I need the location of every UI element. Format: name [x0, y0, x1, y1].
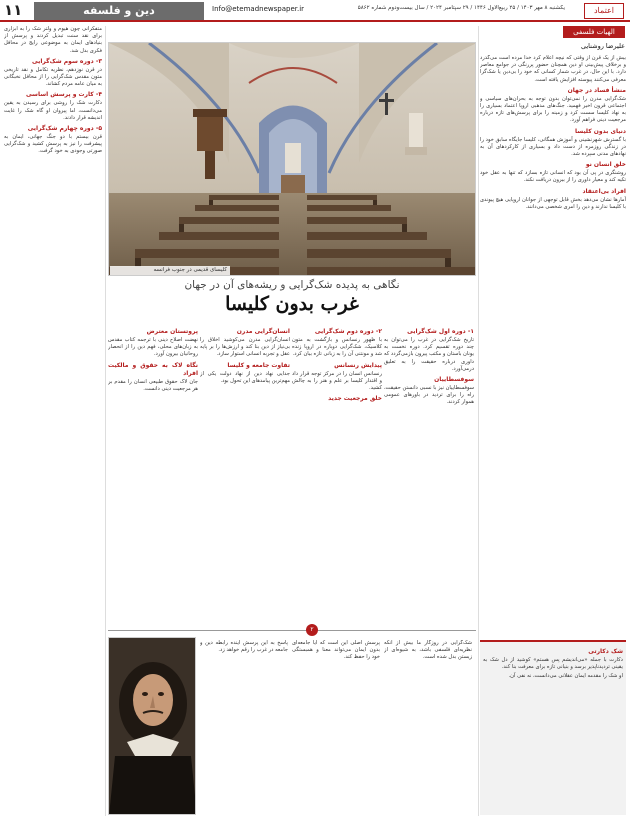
article-headline: غرب بدون کلیسا [225, 293, 359, 315]
subheading: ۲- دوره دوم شک‌گرایی [314, 328, 382, 335]
paragraph: انسان‌گرایی مدرن می‌کوشید اخلاق را بی‌نیاز از دین بنا کند و ارزش‌ها را بر پایه عقل و تجربه انسانی استوار سازد. [200, 337, 290, 358]
subheading: سوفسطاییان [434, 376, 474, 384]
subheading: ۱- دوره اول شک‌گرایی [407, 328, 474, 335]
paragraph: نهضت اصلاح دینی با ترجمه کتاب مقدس به زبان‌های محلی، فهم دین را از انحصار روحانیان بیرون آورد. [108, 337, 198, 358]
paragraph: سوفسطاییان نیز با نسبی دانستن حقیقت، راه را برای تردید در باورهای عمومی هموار کردند. [384, 385, 474, 406]
paragraph: بیش از یک قرن از وقتی که نیچه اعلام کرد خدا مرده است می‌گذرد و برخلاف پیش‌بینی او دین همچنان حضور پررنگی در جوامع معاصر دارد. با این حال، در غرب شمار کسانی که خود را بی‌دین یا شک‌گرا معرفی می‌کنند پیوسته افزایش یافته است. [480, 55, 626, 83]
paragraph: پرسش اصلی این است که آیا جامعه‌ای بدون ایمان می‌تواند معنا و همبستگی خود را حفظ کند. [292, 640, 380, 661]
bottom-column-2 [292, 640, 380, 815]
section-title: دین و فلسفه [34, 2, 204, 20]
article-column-2 [292, 325, 382, 625]
contact-email[interactable]: Info@etemadnewspaper.ir [212, 5, 305, 13]
paragraph: با ظهور رنسانس و بازگشت به متون کلاسیک، شک‌گرایی دوباره در اروپا زنده شد و مونتنی آن را به زبانی تازه بیان کرد. [292, 337, 382, 358]
section-divider [108, 630, 476, 631]
paragraph: آمارها نشان می‌دهد بخش قابل توجهی از جوانان اروپایی هیچ پیوندی با کلیسا ندارند و دین را امری شخصی می‌دانند. [480, 196, 626, 210]
paragraph: پاسخ به این پرسش آینده رابطه دین و جامعه در غرب را رقم خواهد زد. [200, 640, 288, 654]
subheading: ۵- دوره چهارم شک‌گرایی [27, 125, 102, 133]
subheading: پروتستان معترض [146, 328, 198, 335]
subheading: خلق مرجعیت جدید [328, 395, 382, 403]
dateline: یکشنبه ۸ مهر ۱۴۰۳ / ۲۵ ربیع‌الاول ۱۴۴۶ / ۲۹ سپتامبر ۲۰۲۴ / سال بیست‌ودوم شماره ۵۸۶۲ [357, 5, 565, 11]
page-number: ۱۱ [4, 1, 23, 19]
paragraph: شک‌گرایی در روزگار ما بیش از آنکه نظریه‌ای فلسفی باشد، به شیوه‌ای از زیستن بدل شده است. [384, 640, 472, 661]
subheading: پیدایش رنسانس [334, 361, 382, 369]
paragraph: جان لاک حقوق طبیعی انسان را مقدم بر هر مرجعیت دینی دانست. [108, 378, 198, 392]
paragraph: قرن بیستم با دو جنگ جهانی، ایمان به پیشرفت را نیز به پرسش کشید و شک‌گرایی صورتی وجودی به خود گرفت. [4, 134, 102, 155]
paragraph: با گسترش شهرنشینی و آموزش همگانی، کلیسا جایگاه سابق خود را در زندگی روزمره از دست داد و بسیاری از کارکردهای آن به نهادهای مدنی سپرده شد. [480, 136, 626, 158]
bottom-column-1 [384, 640, 472, 815]
paragraph: دکارت با جمله «می‌اندیشم پس هستم» کوشید از دل شک به یقینی تردیدناپذیر برسد و بنیانی تازه برای معرفت بنا کند. [483, 657, 623, 671]
paragraph: دکارت شک را روشی برای رسیدن به یقین می‌دانست، اما پیروان او گاه شک را غایت اندیشه قرار دادند. [4, 100, 102, 121]
page-header [0, 0, 630, 22]
author-name: علیرضا روشنایی [580, 42, 625, 50]
section-marker: ۲ [306, 624, 318, 636]
subheading: تفاوت جامعه و کلیسا [227, 361, 290, 369]
article-kicker: نگاهی به پدیده شک‌گرایی و ریشه‌های آن در جهان [184, 279, 400, 291]
article-column-1 [384, 325, 474, 625]
column-divider [478, 26, 479, 816]
newspaper-logo: اعتماد [584, 3, 624, 19]
paragraph: متفکرانی چون هیوم و ولتر شک را به ابزاری برای نقد سنت تبدیل کردند و پرسش از بنیادهای ایمان به موضوعی رایج در محافل فکری بدل شد. [4, 26, 102, 54]
paragraph: شک‌گرایی مدرن را نمی‌توان بدون توجه به بحران‌های سیاسی و اجتماعی قرون اخیر فهمید. جنگ‌های مذهبی اروپا اعتماد بسیاری را به نهاد کلیسا سست کرد و زمینه را برای پرسش‌های تازه درباره مرجعیت دینی فراهم آورد. [480, 95, 626, 124]
left-column [4, 26, 102, 816]
subheading: افراد بی‌اعتقاد [582, 187, 626, 195]
sidebar-box-text [480, 642, 626, 815]
subheading: نگاه لاک به حقوق و مالکیت افراد [108, 361, 198, 377]
subheading: منشأ فساد در جهان [567, 86, 626, 94]
photo-caption: کلیسای قدیمی در جنوب فرانسه [110, 266, 230, 275]
paragraph: رنسانس انسان را در مرکز توجه قرار داد و اقتدار کلیسا بر علم و هنر را به چالش کشید. [292, 370, 382, 392]
paragraph: جدایی نهاد دین از نهاد دولت یکی از مهم‌ترین پیامدهای این تحول بود. [200, 370, 290, 384]
subheading: دنیای بدون کلیسا [574, 127, 626, 135]
sidebar-box [480, 640, 626, 815]
rubric-label: الهیات فلسفی [563, 26, 625, 38]
paragraph: او شک را مقدمه ایمان عقلانی می‌دانست، نه نفی آن. [508, 673, 623, 680]
subheading: ۴- کارت و پرسش اساسی [25, 91, 102, 99]
subheading: خلق انسان نو [585, 161, 626, 169]
subheading: شک دکارتی [588, 648, 623, 655]
article-column-3 [200, 325, 290, 625]
subheading: انسان‌گرایی مدرن [236, 328, 290, 335]
church-interior-photo [108, 42, 476, 276]
paragraph: تاریخ شک‌گرایی در غرب را می‌توان به چند دوره تقسیم کرد. دوره نخست به یونان باستان و مکتب پیرون بازمی‌گردد که داوری درباره حقیقت را به تعلیق درمی‌آورد. [384, 337, 474, 372]
paragraph: روشنگری در پی آن بود که انسانی تازه بسازد که تنها به عقل خود تکیه کند و معیار داوری را از بیرون دریافت نکند. [480, 170, 626, 184]
paragraph: در قرن نوزدهم، نظریه تکامل و نقد تاریخی متون مقدس شک‌گرایی را از محافل نخبگانی به میان عامه مردم کشاند. [4, 66, 102, 88]
bottom-column-3 [200, 640, 288, 815]
descartes-portrait [108, 637, 196, 815]
subheading: ۳- دوره سوم شک‌گرایی [32, 57, 102, 65]
column-divider [105, 26, 106, 816]
article-column-4 [108, 325, 198, 625]
